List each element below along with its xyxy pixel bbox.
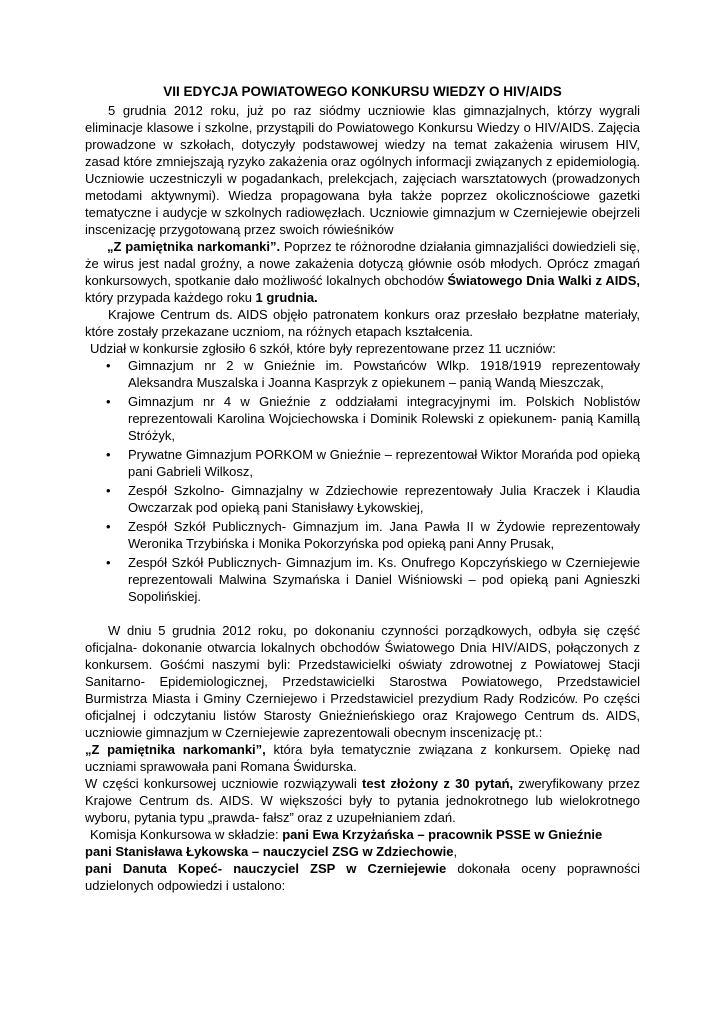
school-list <box>85 357 640 605</box>
page-title: VII EDYCJA POWIATOWEGO KONKURSU WIEDZY O HIV/AIDS <box>163 84 562 99</box>
intro-text-3: który przypada każdego roku <box>85 290 256 305</box>
patronage-paragraph: Krajowe Centrum ds. AIDS objęło patronatem konkurs oraz przesłało bezpłatne materiały, które zostały przekazane uczniom, na różnych etapach kształcenia. <box>85 307 640 339</box>
intro-text-2: Poprzez te różnorodne działania gimnazjaliści dowiedzieli się, że wirus jest nadal groźny, a nowe zakażenia dotyczą głównie osób młodych. Oprócz zmagań konkursowych, spotkanie dało możliwość lokalnych obchodów <box>85 239 640 288</box>
bullet-icon: • <box>106 483 111 498</box>
commission-member-2: pani Stanisława Łykowska – nauczyciel ZSG w Zdziechowie <box>85 844 454 859</box>
list-item: • Zespół Szkół Publicznych- Gimnazjum im. Jana Pawła II w Żydowie reprezentowały Weronika Trzybińska i Monika Pokorzyńska pod opieką pani Anny Prusak, <box>106 519 640 551</box>
document-page <box>85 83 640 894</box>
list-item: • Zespół Szkół Publicznych- Gimnazjum im. Ks. Onufrego Kopczyńskiego w Czerniejewie reprezentowali Malwina Szymańska i Daniel Wiśniowski – pod opieką pani Agnieszki Sopolińskiej. <box>106 555 640 604</box>
play-paragraph: „Z pamiętnika narkomanki”, która była tematycznie związana z konkursem. Opiekę nad uczniami sprawowała pani Romana Świdurska. <box>85 742 640 774</box>
intro-paragraph <box>85 102 640 306</box>
test-paragraph: W części konkursowej uczniowie rozwiązywali test złożony z 30 pytań, zweryfikowany przez Krajowe Centrum ds. AIDS. W większości były to pytania jednokrotnego lub wielokrotnego wyboru, pytania typu „prawda- fałsz” oraz z uzupełnianiem zdań. <box>85 776 640 825</box>
bullet-icon: • <box>106 555 111 570</box>
test-highlight: test złożony z 30 pytań, <box>362 776 514 791</box>
intro-text: 5 grudnia 2012 roku, już po raz siódmy uczniowie klas gimnazjalnych, którzy wygrali eliminacje klasowe i szkolne, przystąpili do Powiatowego Konkursu Wiedzy o HIV/AIDS. Zajęcia prowadzone w szkołach, dotyczyły podstawowej wiedzy na temat zakażenia wirusem HIV, zasad które zmniejszają ryzyko zakażenia oraz ogólnych informacji związanych z epidemiologią. Uczniowie uczestniczyli w pogadankach, prelekcjach, zajęciach warsztatowych (prowadzonych metodami aktywnymi). Wiedza propagowana była także poprzez okolicznościowe gazetki tematyczne i audycje w szkolnych radiowęzłach. Uczniowie gimnazjum w Czerniejewie obejrzeli inscenizację przygotowaną przez swoich rówieśników <box>85 103 640 237</box>
world-aids-day: Światowego Dnia Walki z AIDS, <box>447 273 640 288</box>
bullet-icon: • <box>106 519 111 534</box>
commission-line-3: pani Danuta Kopeć- nauczyciel ZSP w Czerniejewie dokonała oceny poprawności udzielonych odpowiedzi i ustalono: <box>85 861 641 893</box>
list-item: • Zespół Szkolno- Gimnazjalny w Zdziechowie reprezentowały Julia Kraczek i Klaudia Owczarzak pod opieką pani Stanisławy Łykowskiej, <box>106 483 640 515</box>
list-item: • Gimnazjum nr 2 w Gnieźnie im. Powstańców Wlkp. 1918/1919 reprezentowały Aleksandra Muszalska i Joanna Kasprzyk z opiekunem – panią Wandą Mieszczak, <box>106 358 640 390</box>
participants-intro: Udział w konkursie zgłosiło 6 szkół, które były reprezentowane przez 11 uczniów: <box>90 341 556 356</box>
bullet-icon: • <box>106 394 111 409</box>
ceremony-paragraph: W dniu 5 grudnia 2012 roku, po dokonaniu czynności porządkowych, odbyła się część oficjalna- dokonanie otwarcia lokalnych obchodów Światowego Dnia HIV/AIDS, połączonych z konkursem. Gośćmi naszymi byli: Przedstawicielki oświaty zdrowotnej z Powiatowej Stacji Sanitarno- Epidemiologicznej, Przedstawicielki Starostwa Powiatowego, Przedstawiciel Burmistrza Miasta i Gminy Czerniejewo i Przedstawiciel prezydium Rady Rodziców. Po części oficjalnej i odczytaniu listów Starosty Gnieźnieńskiego oraz Krajowego Centrum ds. AIDS, uczniowie gimnazjum w Czerniejewie zaprezentowali obecnym inscenizację pt.: <box>85 623 640 740</box>
bullet-icon: • <box>106 358 111 373</box>
play-title-2: „Z pamiętnika narkomanki”, <box>85 742 266 757</box>
commission-line-2: pani Stanisława Łykowska – nauczyciel ZSG w Zdziechowie, <box>85 844 458 859</box>
play-title: „Z pamiętnika narkomanki”. <box>107 239 281 254</box>
list-item: • Prywatne Gimnazjum PORKOM w Gnieźnie – reprezentował Wiktor Morańda pod opieką pani Gabrieli Wilkosz, <box>106 447 640 479</box>
commission-paragraph: Komisja Konkursowa w składzie: pani Ewa Krzyżańska – pracownik PSSE w Gnieźnie <box>90 827 603 842</box>
bullet-icon: • <box>106 447 111 462</box>
date-highlight: 1 grudnia. <box>255 290 318 305</box>
commission-member-1: pani Ewa Krzyżańska – pracownik PSSE w Gnieźnie <box>282 827 603 842</box>
commission-member-3: pani Danuta Kopeć- nauczyciel ZSP w Czerniejewie <box>85 861 447 876</box>
list-item: • Gimnazjum nr 4 w Gnieźnie z oddziałami integracyjnymi im. Polskich Noblistów reprezentowali Karolina Wojciechowska i Dominik Rolewski z opiekunem- panią Kamillą Stróżyk, <box>106 394 640 443</box>
